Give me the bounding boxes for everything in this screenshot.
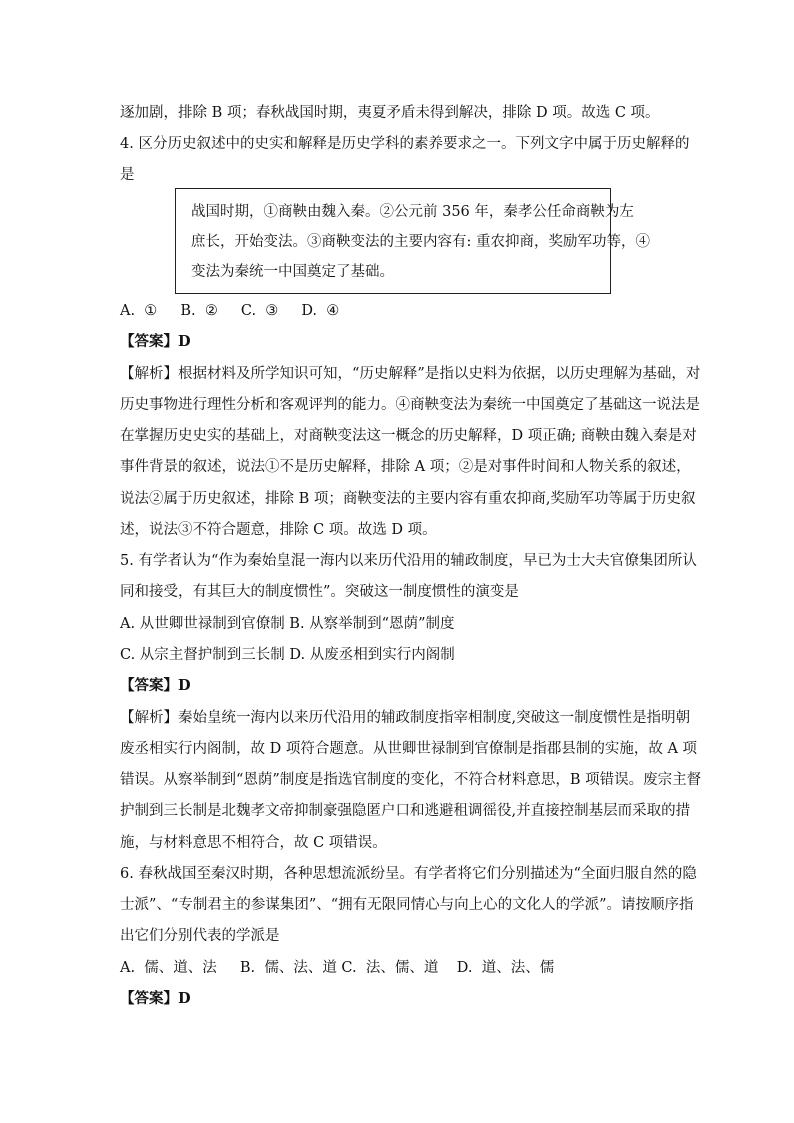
question-5-analysis: 【解析】秦始皇统一海内以来历代沿用的辅政制度指宰相制度,突破这一制度惯性是指明朝	[120, 710, 691, 726]
question-6-stem: 士派”、“专制君主的参谋集团”、“拥有无限同情心与向上心的文化人的学派”。请按顺序指	[120, 897, 694, 913]
question-5-analysis: 护制到三长制是北魏孝文帝抑制豪强隐匿户口和逃避租调徭役,并直接控制基层而采取的措	[120, 803, 691, 819]
material-box	[175, 188, 650, 294]
question-5-stem: 同和接受，有其巨大的制度惯性”。突破这一制度惯性的演变是	[120, 584, 519, 600]
question-4-analysis: 【解析】根据材料及所学知识可知，“历史解释”是指以史料为依据，以历史理解为基础，对	[120, 366, 701, 382]
material-line: 战国时期，①商鞅由魏入秦。②公元前 356 年，秦孝公任命商鞅为左	[191, 204, 634, 220]
question-4-answer: 【答案】D	[120, 333, 191, 350]
analysis-line: 逐加剧，排除 B 项；春秋战国时期，夷夏矛盾未得到解决，排除 D 项。故选 C 项。	[120, 105, 660, 121]
question-4-analysis: 事件背景的叙述，说法①不是历史解释，排除 A 项；②是对事件时间和人物关系的叙述，	[120, 459, 691, 475]
material-line: 庶长，开始变法。③商鞅变法的主要内容有: 重农抑商，奖励军功等，④	[191, 234, 650, 250]
question-4-stem: 是	[120, 167, 135, 183]
question-5-options: C. 从宗主督护制到三长制 D. 从废丞相到实行内阁制	[120, 647, 455, 663]
question-4-analysis: 说法②属于历史叙述，排除 B 项；商鞅变法的主要内容有重农抑商,奖励军功等属于历史叙	[120, 491, 696, 507]
question-4-options: A. ① B. ② C. ③ D. ④	[120, 303, 340, 319]
question-6-stem: 出它们分别代表的学派是	[120, 928, 280, 944]
question-6-options: A. 儒、道、法 B. 儒、法、道 C. 法、儒、道 D. 道、法、儒	[120, 960, 555, 976]
question-6-stem: 6. 春秋战国至秦汉时期，各种思想流派纷呈。有学者将它们分别描述为“全面归服自然的隐	[120, 866, 697, 882]
question-5-analysis: 施，与材料意思不相符合，故 C 项错误。	[120, 835, 387, 851]
question-4-analysis: 述，说法③不符合题意，排除 C 项。故选 D 项。	[120, 522, 437, 538]
question-5-options: A. 从世卿世禄制到官僚制 B. 从察举制到“恩荫”制度	[120, 616, 455, 632]
question-6-answer: 【答案】D	[120, 990, 191, 1007]
question-4-analysis: 历史事物进行理性分析和客观评判的能力。④商鞅变法为秦统一中国奠定了基础这一说法是	[120, 397, 700, 413]
question-5-analysis: 废丞相实行内阁制，故 D 项符合题意。从世卿世禄制到官僚制是指郡县制的实施，故 A 项	[120, 741, 698, 757]
question-5-answer: 【答案】D	[120, 677, 191, 694]
question-5-analysis: 错误。从察举制到“恩荫”制度是指选官制度的变化，不符合材料意思，B 项错误。废宗主督	[120, 772, 702, 788]
question-5-stem: 5. 有学者认为“作为秦始皇混一海内以来历代沿用的辅政制度，早已为士大夫官僚集团所认	[120, 553, 697, 569]
question-4-analysis: 在掌握历史史实的基础上，对商鞅变法这一概念的历史解释，D 项正确; 商鞅由魏入秦是对	[120, 428, 697, 444]
question-4-stem: 4. 区分历史叙述中的史实和解释是历史学科的素养要求之一。下列文字中属于历史解释的	[120, 136, 690, 152]
material-line: 变法为秦统一中国奠定了基础。	[191, 264, 394, 280]
